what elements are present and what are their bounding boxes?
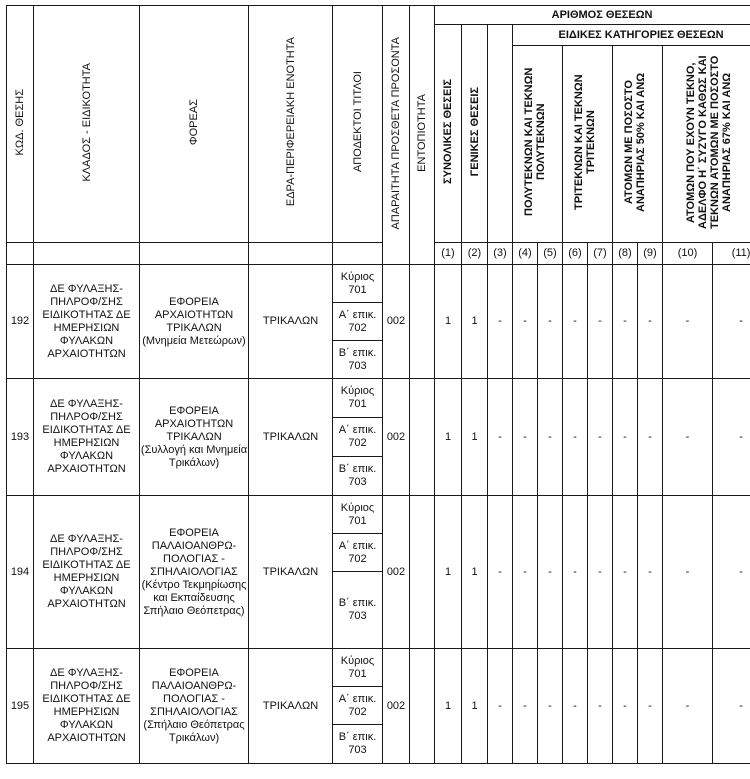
row-value: -	[513, 649, 538, 764]
row-value: -	[713, 649, 750, 764]
agency-name: ΕΦΟΡΕΙΑ ΑΡΧΑΙΟΤΗΤΩΝ ΤΡΙΚΑΛΩΝ	[154, 404, 234, 443]
header-col3	[488, 25, 513, 243]
row-value: 1	[435, 649, 462, 764]
row-value: -	[713, 265, 750, 379]
row-value: -	[563, 265, 588, 379]
row-value: -	[513, 265, 538, 379]
row-value: -	[713, 496, 750, 649]
row-region: ΤΡΙΚΑΛΩΝ	[249, 649, 333, 764]
header-required: ΑΠΑΡΑΙΤΗΤΑ ΠΡΟΣΘΕΤΑ ΠΡΟΣΟΝΤΑ	[383, 6, 410, 265]
row-value: -	[488, 379, 513, 496]
row-value: -	[588, 649, 613, 764]
row-required: 002	[383, 265, 410, 379]
row-value: -	[538, 649, 563, 764]
row-value: -	[638, 265, 663, 379]
table-row	[7, 379, 750, 418]
row-title: Α΄ επικ. 702	[333, 418, 383, 457]
agency-note: (Συλλογή και Μνημεία Τρικάλων)	[140, 443, 248, 469]
row-title: Κύριος 701	[333, 379, 383, 418]
row-region: ΤΡΙΚΑΛΩΝ	[249, 379, 333, 496]
row-value: -	[563, 379, 588, 496]
row-required: 002	[383, 649, 410, 764]
col-number: (1)	[435, 243, 462, 265]
header-agency: ΦΟΡΕΑΣ	[140, 6, 249, 243]
header-locality: ΕΝΤΟΠΙΟΤΗΤΑ	[410, 6, 435, 265]
row-code: 192	[7, 265, 34, 379]
row-required: 002	[383, 496, 410, 649]
row-value: -	[713, 379, 750, 496]
row-title: Κύριος 701	[333, 649, 383, 687]
row-value: -	[588, 379, 613, 496]
row-value: -	[488, 496, 513, 649]
row-title: Κύριος 701	[333, 496, 383, 534]
row-value: 1	[435, 379, 462, 496]
table-row	[7, 496, 750, 534]
header-numbers-blank-1	[7, 243, 34, 265]
row-locality	[410, 496, 435, 649]
row-value: -	[538, 265, 563, 379]
row-branch: ΔΕ ΦΥΛΑΞΗΣ-ΠΗΛΡΟΦ/ΣΗΣ ΕΙΔΙΚΟΤΗΤΑΣ ΔΕ ΗΜΕΡΗΣΙΩΝ ΦΥΛΑΚΩΝ ΑΡΧΑΙΟΤΗΤΩΝ	[34, 265, 140, 379]
row-required: 002	[383, 379, 410, 496]
row-branch: ΔΕ ΦΥΛΑΞΗΣ-ΠΗΛΡΟΦ/ΣΗΣ ΕΙΔΙΚΟΤΗΤΑΣ ΔΕ ΗΜΕΡΗΣΙΩΝ ΦΥΛΑΚΩΝ ΑΡΧΑΙΟΤΗΤΩΝ	[34, 496, 140, 649]
row-value: -	[538, 496, 563, 649]
agency-name: ΕΦΟΡΕΙΑ ΠΑΛΑΙΟΑΝΘΡΩ-ΠΟΛΟΓΙΑΣ - ΣΠΗΛΑΙΟΛΟΓΙΑΣ	[150, 667, 238, 718]
col-number: (7)	[588, 243, 613, 265]
row-value: -	[513, 496, 538, 649]
row-value: -	[538, 379, 563, 496]
row-title: Β΄ επικ. 703	[333, 341, 383, 379]
col-number: (10)	[663, 243, 713, 265]
header-special: ΕΙΔΙΚΕΣ ΚΑΤΗΓΟΡΙΕΣ ΘΕΣΕΩΝ	[513, 25, 750, 46]
row-agency	[140, 379, 249, 496]
table-row	[7, 649, 750, 687]
row-value: -	[663, 496, 713, 649]
col-number: (8)	[613, 243, 638, 265]
col-number: (9)	[638, 243, 663, 265]
row-region: ΤΡΙΚΑΛΩΝ	[249, 265, 333, 379]
table-row	[7, 265, 750, 303]
header-general: ΓΕΝΙΚΕΣ ΘΕΣΕΙΣ	[462, 25, 488, 243]
row-value: -	[588, 265, 613, 379]
header-numbers-blank-3	[140, 243, 249, 265]
row-value: -	[613, 649, 638, 764]
agency-note: (Κέντρο Τεκμηρίωσης και Εκπαίδευσης Σπήλαιο Θεόπετρας)	[141, 578, 247, 617]
header-disability67: ΑΤΟΜΩΝ ΠΟΥ ΕΧΟΥΝ ΤΕΚΝΟ, ΑΔΕΛΦΟ Η΄ ΣΥΖΥΓΟ ΚΑΘΩΣ ΚΑΙ ΤΕΚΝΩΝ ΑΤΟΜΩΝ ΜΕ ΠΟΣΟΣΤΟ ΑΝΑΠΗΡΙΑΣ 67% ΚΑΙ ΑΝΩ	[663, 46, 750, 243]
row-code: 194	[7, 496, 34, 649]
row-title: Β΄ επικ. 703	[333, 457, 383, 496]
header-positions: ΑΡΙΘΜΟΣ ΘΕΣΕΩΝ	[435, 6, 750, 25]
agency-name: ΕΦΟΡΕΙΑ ΑΡΧΑΙΟΤΗΤΩΝ ΤΡΙΚΑΛΩΝ	[154, 295, 234, 334]
row-locality	[410, 265, 435, 379]
row-title: Α΄ επικ. 702	[333, 687, 383, 725]
col-number: (6)	[563, 243, 588, 265]
row-value: -	[613, 496, 638, 649]
col-number: (5)	[538, 243, 563, 265]
row-value: 1	[462, 379, 488, 496]
row-locality	[410, 649, 435, 764]
header-numbers-blank-5	[333, 243, 383, 265]
row-agency	[140, 649, 249, 764]
agency-note: (Μνημεία Μετεώρων)	[142, 334, 246, 347]
col-number: (4)	[513, 243, 538, 265]
row-title: Β΄ επικ. 703	[333, 725, 383, 764]
header-region: ΕΔΡΑ-ΠΕΡΙΦΕΡΕΙΑΚΗ ΕΝΟΤΗΤΑ	[249, 6, 333, 243]
row-agency	[140, 265, 249, 379]
row-title: Α΄ επικ. 702	[333, 534, 383, 572]
row-value: -	[663, 379, 713, 496]
row-value: -	[663, 265, 713, 379]
row-value: -	[563, 649, 588, 764]
row-code: 195	[7, 649, 34, 764]
row-branch: ΔΕ ΦΥΛΑΞΗΣ-ΠΗΛΡΟΦ/ΣΗΣ ΕΙΔΙΚΟΤΗΤΑΣ ΔΕ ΗΜΕΡΗΣΙΩΝ ΦΥΛΑΚΩΝ ΑΡΧΑΙΟΤΗΤΩΝ	[34, 379, 140, 496]
row-value: 1	[462, 649, 488, 764]
header-three-children: ΤΡΙΤΕΚΝΩΝ ΚΑΙ ΤΕΚΝΩΝ ΤΡΙΤΕΚΝΩΝ	[563, 46, 613, 243]
header-numbers-blank-4	[249, 243, 333, 265]
col-number: (2)	[462, 243, 488, 265]
positions-table	[6, 5, 750, 764]
row-value: -	[638, 649, 663, 764]
row-title: Κύριος 701	[333, 265, 383, 303]
row-code: 193	[7, 379, 34, 496]
row-value: -	[613, 379, 638, 496]
row-value: -	[488, 265, 513, 379]
row-value: -	[638, 379, 663, 496]
agency-note: (Σπήλαιο Θεόπετρας Τρικάλων)	[143, 719, 245, 744]
row-value: -	[488, 649, 513, 764]
agency-name: ΕΦΟΡΕΙΑ ΠΑΛΑΙΟΑΝΘΡΩ-ΠΟΛΟΓΙΑΣ - ΣΠΗΛΑΙΟΛΟΓΙΑΣ	[150, 526, 238, 578]
row-value: -	[613, 265, 638, 379]
row-value: 1	[462, 496, 488, 649]
row-value: -	[638, 496, 663, 649]
row-value: 1	[462, 265, 488, 379]
col-number: (11)	[713, 243, 750, 265]
row-locality	[410, 379, 435, 496]
col-number: (3)	[488, 243, 513, 265]
header-titles: ΑΠΟΔΕΚΤΟΙ ΤΙΤΛΟΙ	[333, 6, 383, 243]
header-total: ΣΥΝΟΛΙΚΕΣ ΘΕΣΕΙΣ	[435, 25, 462, 243]
row-branch: ΔΕ ΦΥΛΑΞΗΣ-ΠΗΛΡΟΦ/ΣΗΣ ΕΙΔΙΚΟΤΗΤΑΣ ΔΕ ΗΜΕΡΗΣΙΩΝ ΦΥΛΑΚΩΝ ΑΡΧΑΙΟΤΗΤΩΝ	[34, 649, 140, 764]
header-numbers-blank-2	[34, 243, 140, 265]
row-title: Β΄ επικ. 703	[333, 572, 383, 649]
row-agency	[140, 496, 249, 649]
row-title: Α΄ επικ. 702	[333, 303, 383, 341]
header-branch: ΚΛΑΔΟΣ - ΕΙΔΙΚΟΤΗΤΑ	[34, 6, 140, 243]
row-value: 1	[435, 496, 462, 649]
header-disability50: ΑΤΟΜΩΝ ΜΕ ΠΟΣΟΣΤΟ ΑΝΑΠΗΡΙΑΣ 50% ΚΑΙ ΑΝΩ	[613, 46, 663, 243]
header-code: ΚΩΔ. ΘΕΣΗΣ	[7, 6, 34, 243]
header-large-families: ΠΟΛΥΤΕΚΝΩΝ ΚΑΙ ΤΕΚΝΩΝ ΠΟΛΥΤΕΚΝΩΝ	[513, 46, 563, 243]
row-region: ΤΡΙΚΑΛΩΝ	[249, 496, 333, 649]
row-value: -	[663, 649, 713, 764]
row-value: 1	[435, 265, 462, 379]
row-value: -	[563, 496, 588, 649]
row-value: -	[588, 496, 613, 649]
row-value: -	[513, 379, 538, 496]
